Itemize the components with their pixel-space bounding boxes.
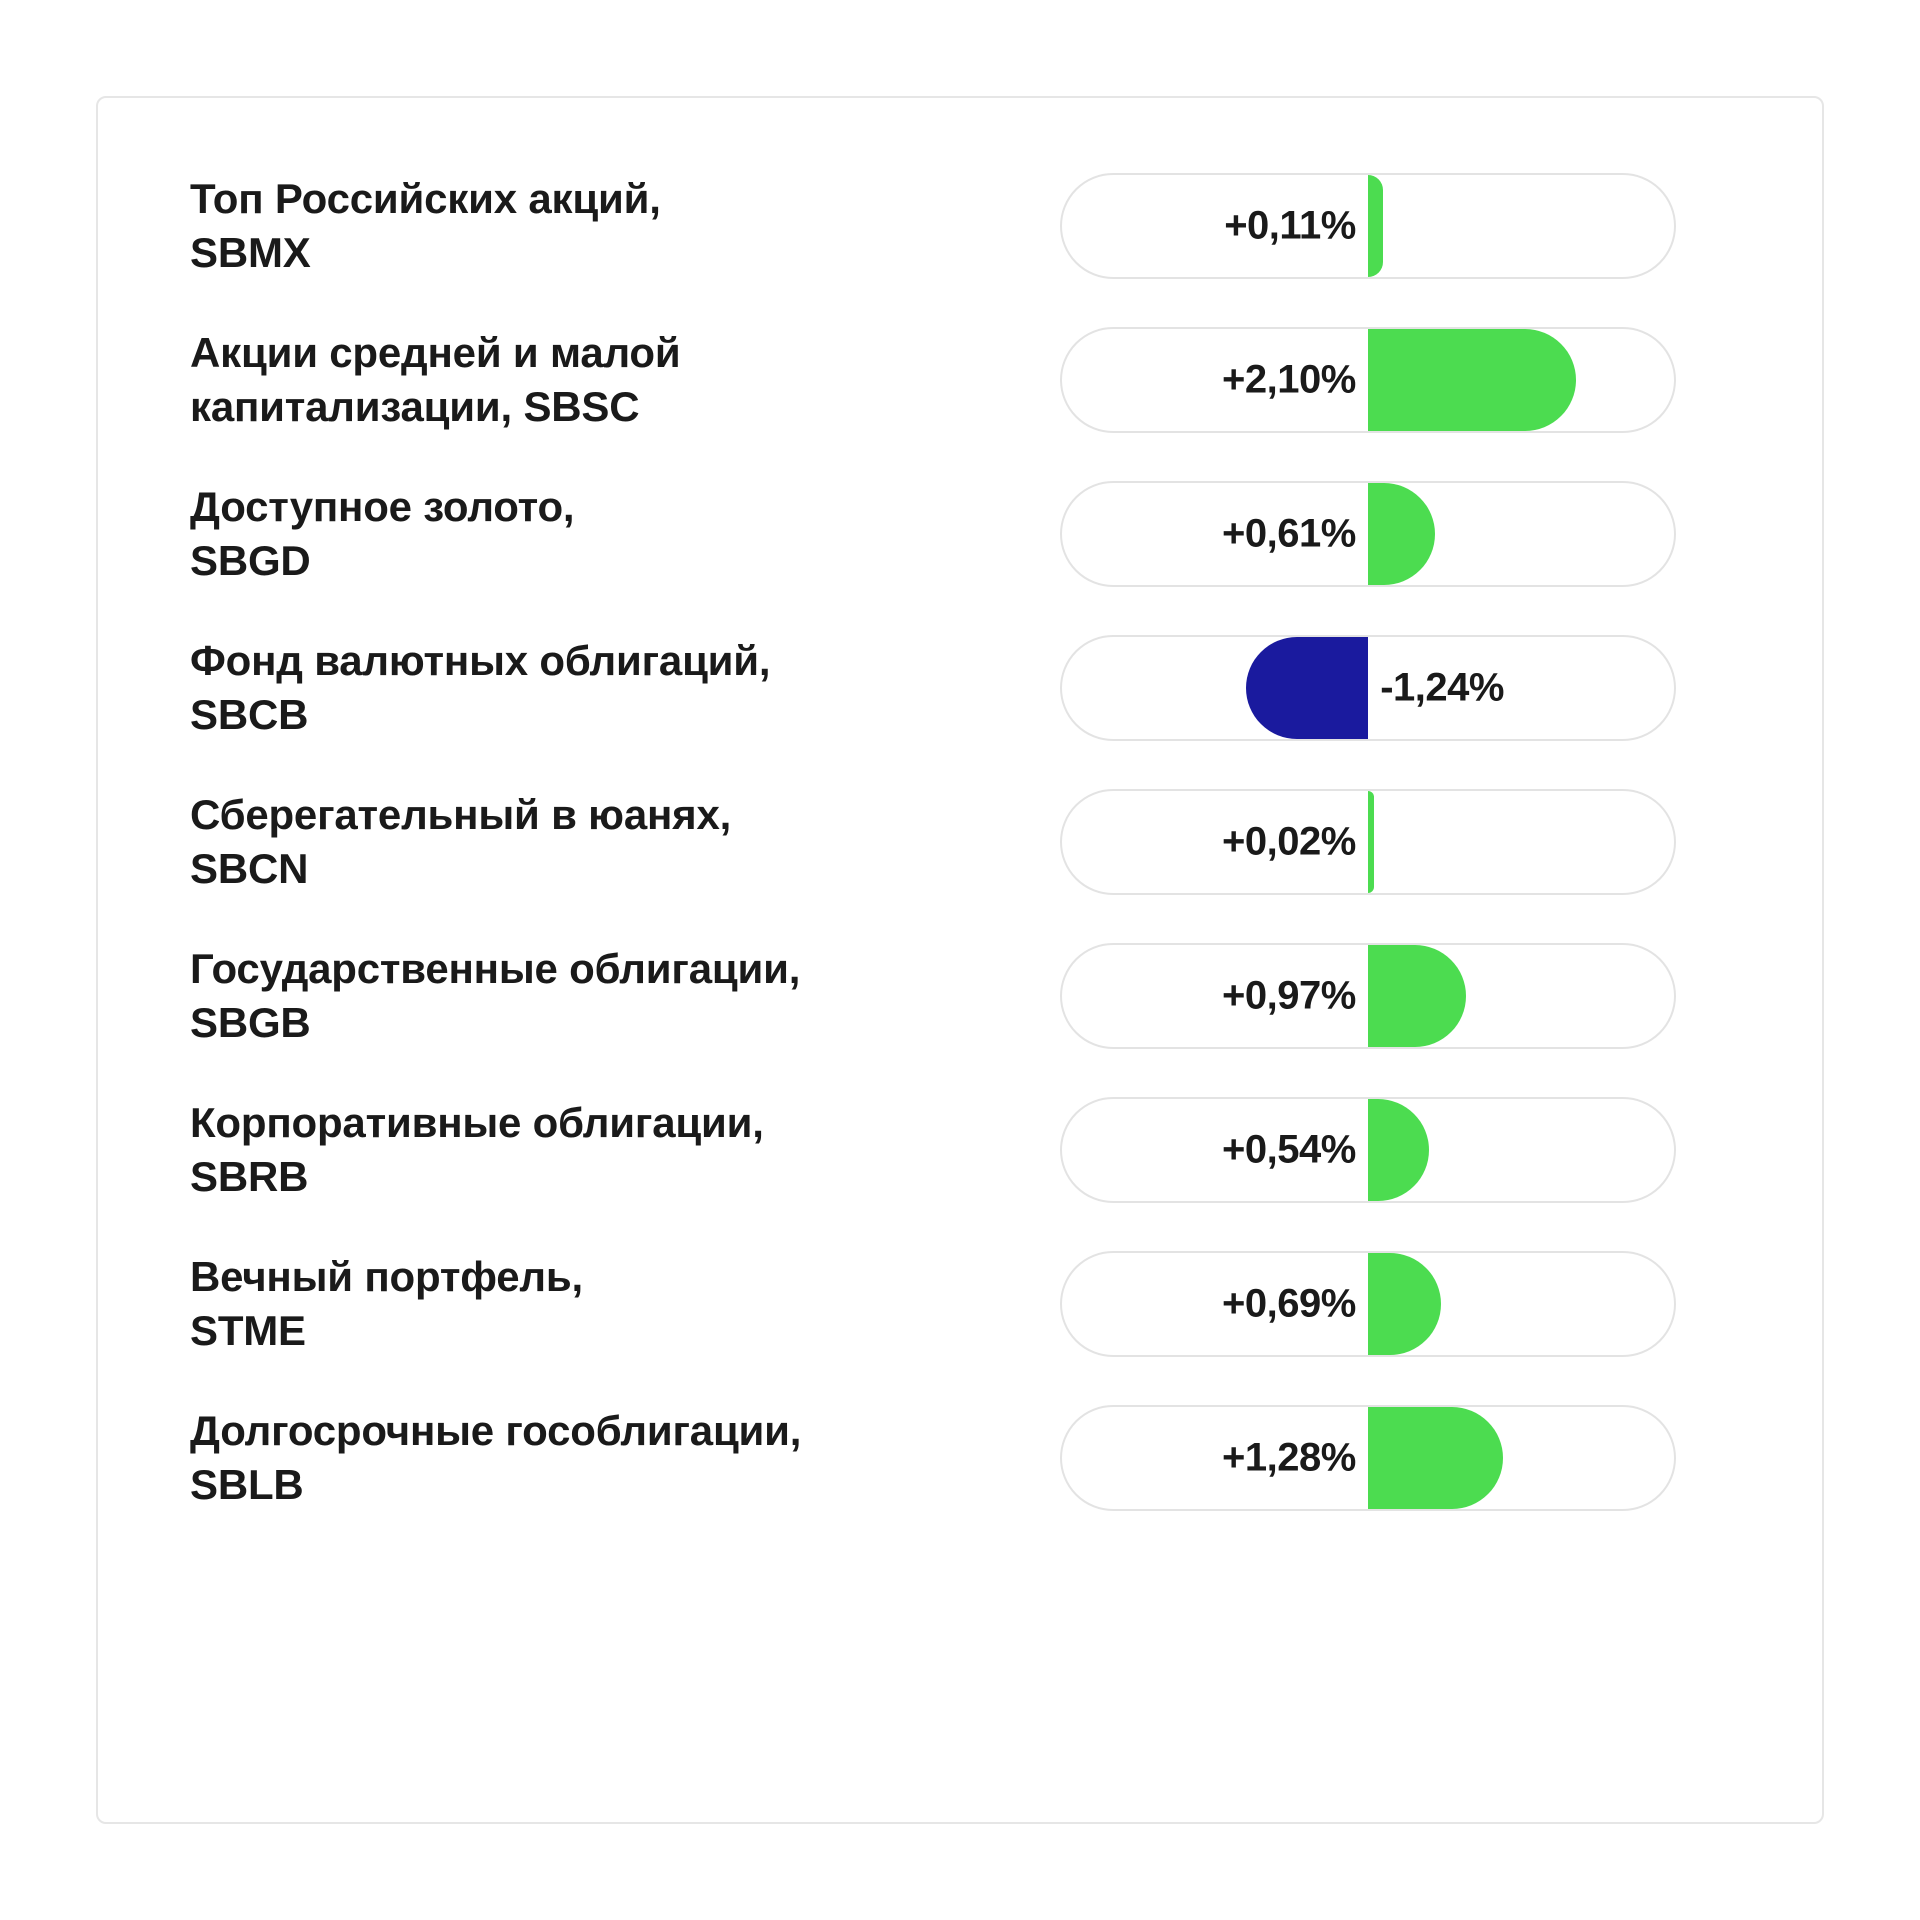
table-row[interactable] xyxy=(190,1084,1764,1216)
fund-performance-card xyxy=(96,96,1824,1824)
fund-ticker-label: SBCN xyxy=(190,845,309,892)
fund-ticker-label: SBMX xyxy=(190,229,311,276)
change-value: +0,02% xyxy=(1221,819,1356,864)
fund-name-label: Корпоративные облигации, SBRB xyxy=(190,1099,764,1200)
fund-name-label: Топ Российских акций, SBMX xyxy=(190,175,661,276)
fund-ticker-label: SBGB xyxy=(190,999,311,1046)
table-row[interactable] xyxy=(190,468,1764,600)
fund-name-label: Государственные облигации, SBGB xyxy=(190,945,801,1046)
change-value: +0,11% xyxy=(1224,203,1356,248)
change-gauge xyxy=(1060,327,1676,433)
change-gauge xyxy=(1060,1251,1676,1357)
fund-ticker-label: SBGD xyxy=(190,537,311,584)
fund-ticker-label: SBLB xyxy=(190,1461,304,1508)
change-gauge xyxy=(1060,635,1676,741)
change-value: +0,61% xyxy=(1221,511,1356,556)
fund-ticker-label: STME xyxy=(190,1307,306,1354)
fund-ticker-label: SBCB xyxy=(190,691,309,738)
change-gauge xyxy=(1060,1097,1676,1203)
gauge-bar xyxy=(1246,637,1368,739)
table-row[interactable] xyxy=(190,776,1764,908)
fund-name-label: Акции средней и малой капитализации, SBSC xyxy=(190,329,681,430)
change-value: +1,28% xyxy=(1221,1435,1356,1480)
table-row[interactable] xyxy=(190,1392,1764,1524)
gauge-bar xyxy=(1368,175,1383,277)
fund-performance-list xyxy=(190,160,1764,1524)
gauge-bar xyxy=(1368,791,1374,893)
gauge-bar xyxy=(1368,1099,1429,1201)
fund-name-label: Вечный портфель, STME xyxy=(190,1253,583,1354)
fund-name-label: Сберегательный в юанях, SBCN xyxy=(190,791,732,892)
change-gauge xyxy=(1060,1405,1676,1511)
fund-ticker-label: SBRB xyxy=(190,1153,309,1200)
change-value: +0,69% xyxy=(1221,1281,1356,1326)
gauge-bar xyxy=(1368,1407,1503,1509)
fund-ticker-label: капитализации, SBSC xyxy=(190,383,640,430)
table-row[interactable] xyxy=(190,1238,1764,1370)
change-gauge xyxy=(1060,789,1676,895)
gauge-bar xyxy=(1368,1253,1441,1355)
change-value: -1,24% xyxy=(1380,665,1504,710)
gauge-bar xyxy=(1368,945,1466,1047)
fund-name-label: Долгосрочные гособлигации, SBLB xyxy=(190,1407,802,1508)
table-row[interactable] xyxy=(190,314,1764,446)
gauge-bar xyxy=(1368,483,1435,585)
change-value: +0,97% xyxy=(1221,973,1356,1018)
change-value: +0,54% xyxy=(1221,1127,1356,1172)
change-gauge xyxy=(1060,481,1676,587)
gauge-bar xyxy=(1368,329,1576,431)
table-row[interactable] xyxy=(190,622,1764,754)
change-gauge xyxy=(1060,943,1676,1049)
fund-name-label: Доступное золото, SBGD xyxy=(190,483,575,584)
fund-name-label: Фонд валютных облигаций, SBCB xyxy=(190,637,771,738)
change-gauge xyxy=(1060,173,1676,279)
change-value: +2,10% xyxy=(1221,357,1356,402)
table-row[interactable] xyxy=(190,930,1764,1062)
table-row[interactable] xyxy=(190,160,1764,292)
